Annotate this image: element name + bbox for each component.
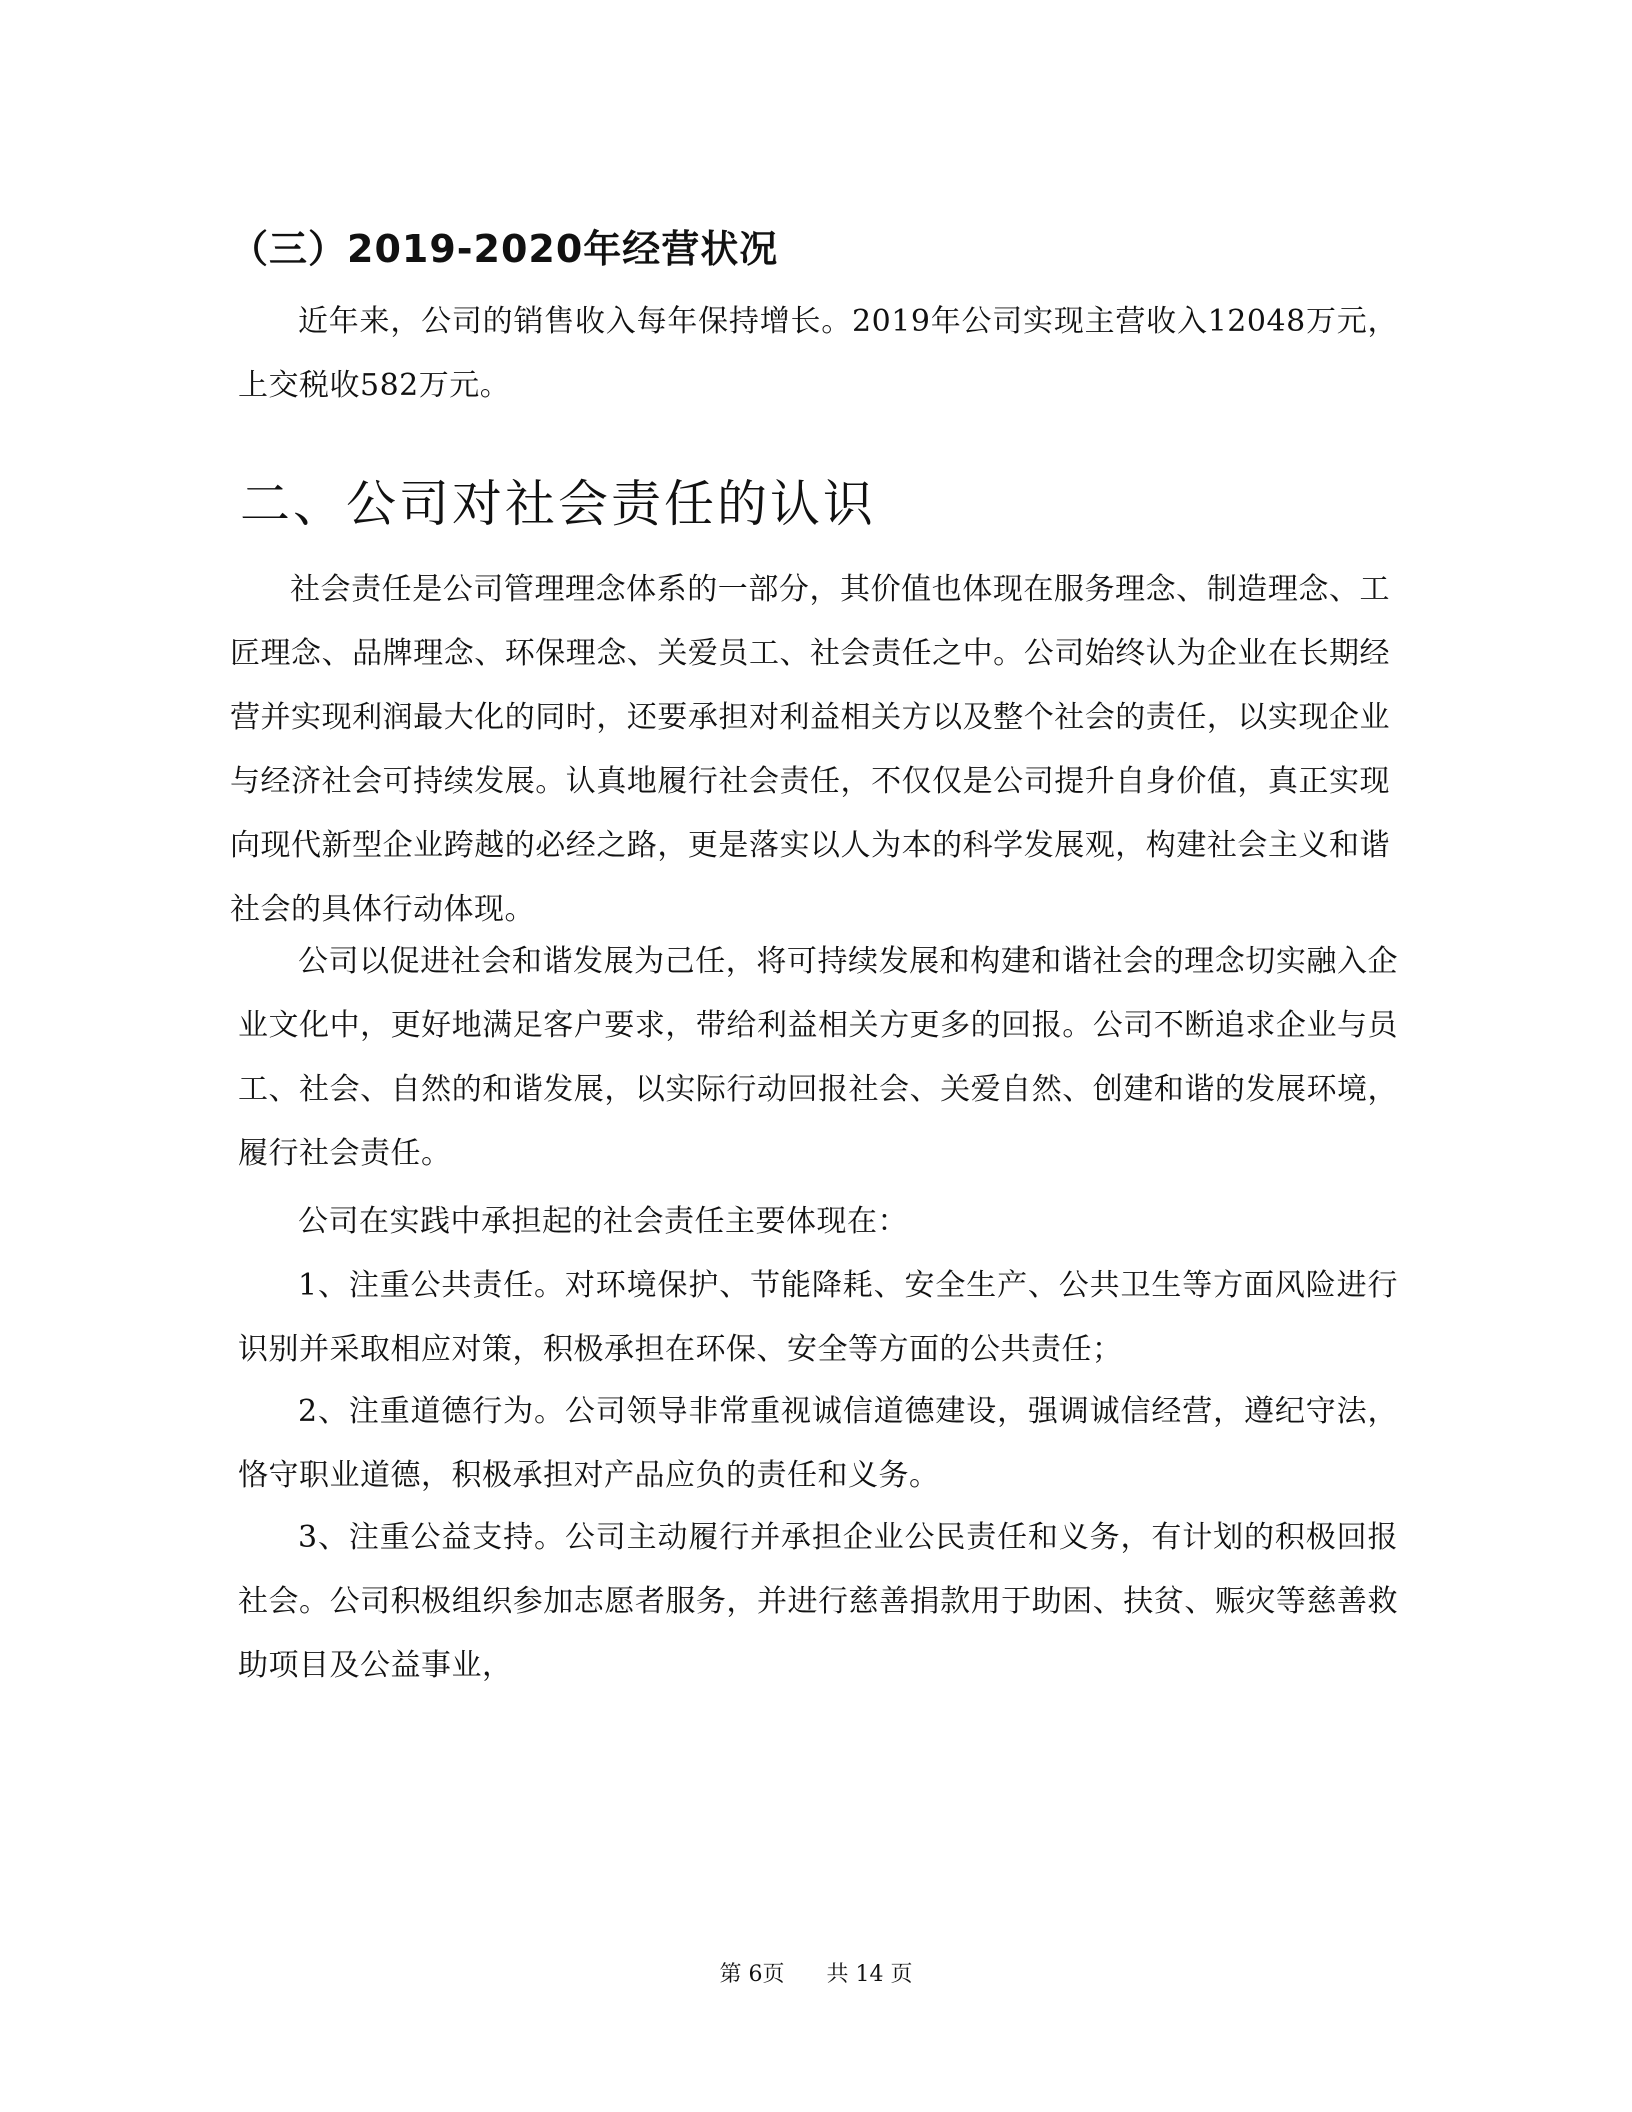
page-number-current: 第 6页 — [719, 1962, 785, 1987]
paragraph-intro: 社会责任是公司管理理念体系的一部分，其价值也体现在服务理念、制造理念、工匠理念、品牌理念、环保理念、关爱员工、社会责任之中。公司始终认为企业在长期经营并实现利润最大化的同时，还要承担对利益相关方以及整个社会的责任，以实现企业与经济社会可持续发展。认真地履行社会责任，不仅仅是公司提升自身价值，真正实现向现代新型企业跨越的必经之路，更是落实以人为本的科学发展观，构建社会主义和谐社会的具体行动体现。 — [230, 572, 1390, 927]
sales-paragraph: 近年来，公司的销售收入每年保持增长。2019年公司实现主营收入12048万元，上交税收582万元。 — [238, 304, 1398, 403]
paragraph-practice: 公司在实践中承担起的社会责任主要体现在： — [298, 1204, 908, 1239]
section-heading: （三）2019-2020年经营状况 — [230, 227, 779, 271]
paragraph-harmony: 公司以促进社会和谐发展为己任，将可持续发展和构建和谐社会的理念切实融入企业文化中，更好地满足客户要求，带给利益相关方更多的回报。公司不断追求企业与员工、社会、自然的和谐发展，以实际行动回报社会、关爱自然、创建和谐的发展环境，履行社会责任。 — [238, 944, 1398, 1171]
chapter-heading: 二、公司对社会责任的认识 — [240, 475, 876, 533]
list-item-ethical-behavior: 2、注重道德行为。公司领导非常重视诚信道德建设，强调诚信经营，遵纪守法，恪守职业道德，积极承担对产品应负的责任和义务。 — [238, 1394, 1398, 1493]
list-item-public-welfare: 3、注重公益支持。公司主动履行并承担企业公民责任和义务，有计划的积极回报社会。公司积极组织参加志愿者服务，并进行慈善捐款用于助困、扶贫、赈灾等慈善救助项目及公益事业， — [238, 1520, 1398, 1683]
list-item-public-responsibility: 1、注重公共责任。对环境保护、节能降耗、安全生产、公共卫生等方面风险进行识别并采取相应对策，积极承担在环保、安全等方面的公共责任； — [238, 1268, 1398, 1367]
page-footer — [0, 1960, 1632, 1990]
page-number-total: 共 14 页 — [826, 1962, 913, 1987]
